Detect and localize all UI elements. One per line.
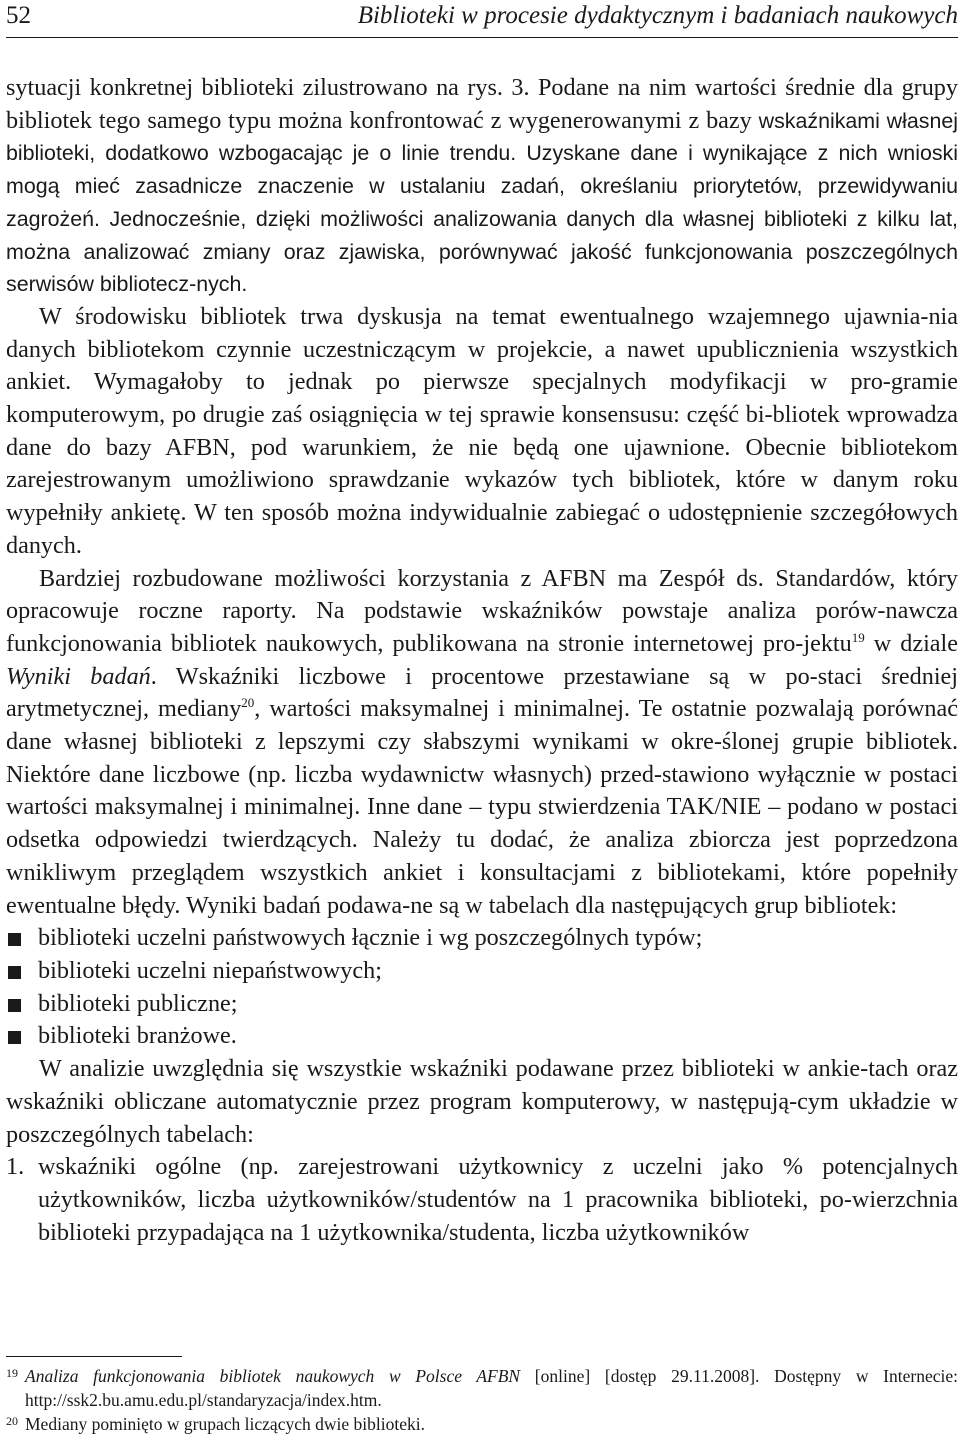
paragraph-1 — [6, 72, 958, 301]
paragraph-1-part-a: sytuacji konkretnej biblioteki zilustrowano na rys. 3. Podane na nim wartości średnie dla grupy bibliotek tego samego typu można konfrontować z wygenerowanymi z bazy — [6, 74, 958, 134]
paragraph-3-part-a: Bardziej rozbudowane możliwości korzystania z AFBN ma Zespół ds. Standardów, który opracowuje roczne raporty. Na podstawie wskaźników powstaje analiza porów-nawcza funkcjonowania bibliotek naukowych, publikowana na stronie internetowej pro-jektu — [6, 564, 958, 657]
footnote-20 — [6, 1412, 958, 1436]
library-groups-list — [6, 922, 958, 1053]
paragraph-1-sans-part: wskaźnikami własnej biblioteki, dodatkowo wzbogacając je o linie trendu. Uzyskane dane i wynikające z nich wnioski mogą mieć zasadnicze znaczenie w ustalaniu zadań, określaniu priorytetów, przewidywaniu zagrożeń. Jednocześnie, dzięki możliwości analizowania danych dla własnej biblioteki z kilku lat, można analizować zmiany oraz zjawiska, porównywać jakość funkcjonowania poszczególnych serwisów bibliotecz-nych. — [6, 108, 959, 297]
paragraph-4: W analizie uwzględnia się wszystkie wskaźniki podawane przez biblioteki w ankie-tach oraz wskaźniki obliczane automatycznie przez program komputerowy, w następują-cym układzie w poszczególnych tabelach: — [6, 1055, 958, 1148]
body-text — [6, 72, 958, 1249]
footnote-text: [online] [dostęp 29.11.2008]. Dostępny w Internecie: http://ssk2.bu.amu.edu.pl/standaryzacja/index.htm. — [25, 1366, 958, 1410]
paragraph-3-part-b: w dziale — [864, 629, 959, 657]
list-item: biblioteki uczelni niepaństwowych; — [6, 955, 958, 988]
paragraph-3-part-c: . Wskaźniki liczbowe i procentowe przestawiane są w po-staci średniej arytmetycznej, mediany — [6, 662, 958, 723]
list-item: biblioteki branżowe. — [6, 1020, 958, 1053]
page-number: 52 — [6, 2, 31, 29]
list-item: biblioteki uczelni państwowych łącznie i wg poszczególnych typów; — [6, 922, 958, 955]
item-number: 1. — [6, 1153, 25, 1181]
footnote-ref-20[interactable]: 20 — [241, 695, 255, 711]
footnote-19 — [6, 1364, 958, 1412]
indicator-list — [6, 1151, 958, 1249]
list-item: biblioteki publiczne; — [6, 988, 958, 1021]
footnotes — [6, 1364, 958, 1436]
footnote-title: Analiza funkcjonowania bibliotek naukowych w Polsce AFBN — [25, 1366, 521, 1386]
running-head — [6, 0, 958, 40]
paragraph-2: W środowisku bibliotek trwa dyskusja na temat ewentualnego wzajemnego ujawnia-nia danych bibliotekom czynnie uczestniczącym w projekcie, a nawet upublicznienia wszystkich ankiet. Wymagałoby to jednak po pierwsze specjalnych modyfikacji w pro-gramie komputerowym, po drugie zaś osiągnięcia w tej sprawie konsensusu: część bi-bliotek wprowadza dane do bazy AFBN, pod warunkiem, że nie będą one ujawnione. Obecnie bibliotekom zarejestrowanym umożliwiono sprawdzanie wykazów tych bibliotek, które w danym roku wypełniły ankietę. W ten sposób można indywidualnie zabiegać o udostępnienie szczegółowych danych. — [6, 302, 958, 559]
numbered-item — [6, 1151, 958, 1249]
paragraph-3-part-d: , wartości maksymalnej i minimalnej. Te ostatnie pozwalają porównać dane własnej biblioteki z lepszymi czy słabszymi wynikami w okre-ślonej grupie bibliotek. Niektóre dane liczbowe (np. liczba wydawnictw własnych) przed-stawiono wyłącznie w postaci wartości maksymalnej i minimalnej. Inne dane – typu stwierdzenia TAK/NIE – podano w postaci odsetka odpowiedzi twierdzących. Należy tu dodać, że analiza zbiorcza jest poprzedzona wnikliwym przeglądem wszystkich ankiet i konsultacjami z bibliotekami, które popełniły ewentualne błędy. Wyniki badań podawa-ne są w tabelach dla następujących grup bibliotek: — [6, 695, 958, 919]
wyniki-badan-term: Wyniki badań — [6, 662, 151, 690]
item-text: wskaźniki ogólne (np. zarejestrowani użytkownicy z uczelni jako % potencjalnych użytkowników, liczba użytkowników/studentów na 1 pracownika biblioteki, po-wierzchnia biblioteki przypadająca na 1 użytkownika/studenta, liczba użytkowników — [38, 1153, 958, 1246]
footnote-number: 19 — [6, 1366, 18, 1380]
paragraph-3 — [6, 563, 958, 923]
header-rule — [6, 37, 958, 38]
footnote-ref-19[interactable]: 19 — [851, 629, 865, 645]
footnote-number: 20 — [6, 1414, 18, 1428]
footnote-text: Mediany pominięto w grupach liczących dwie biblioteki. — [25, 1414, 425, 1434]
running-title: Biblioteki w procesie dydaktycznym i badaniach naukowych — [357, 2, 958, 29]
footnote-rule — [6, 1356, 182, 1357]
